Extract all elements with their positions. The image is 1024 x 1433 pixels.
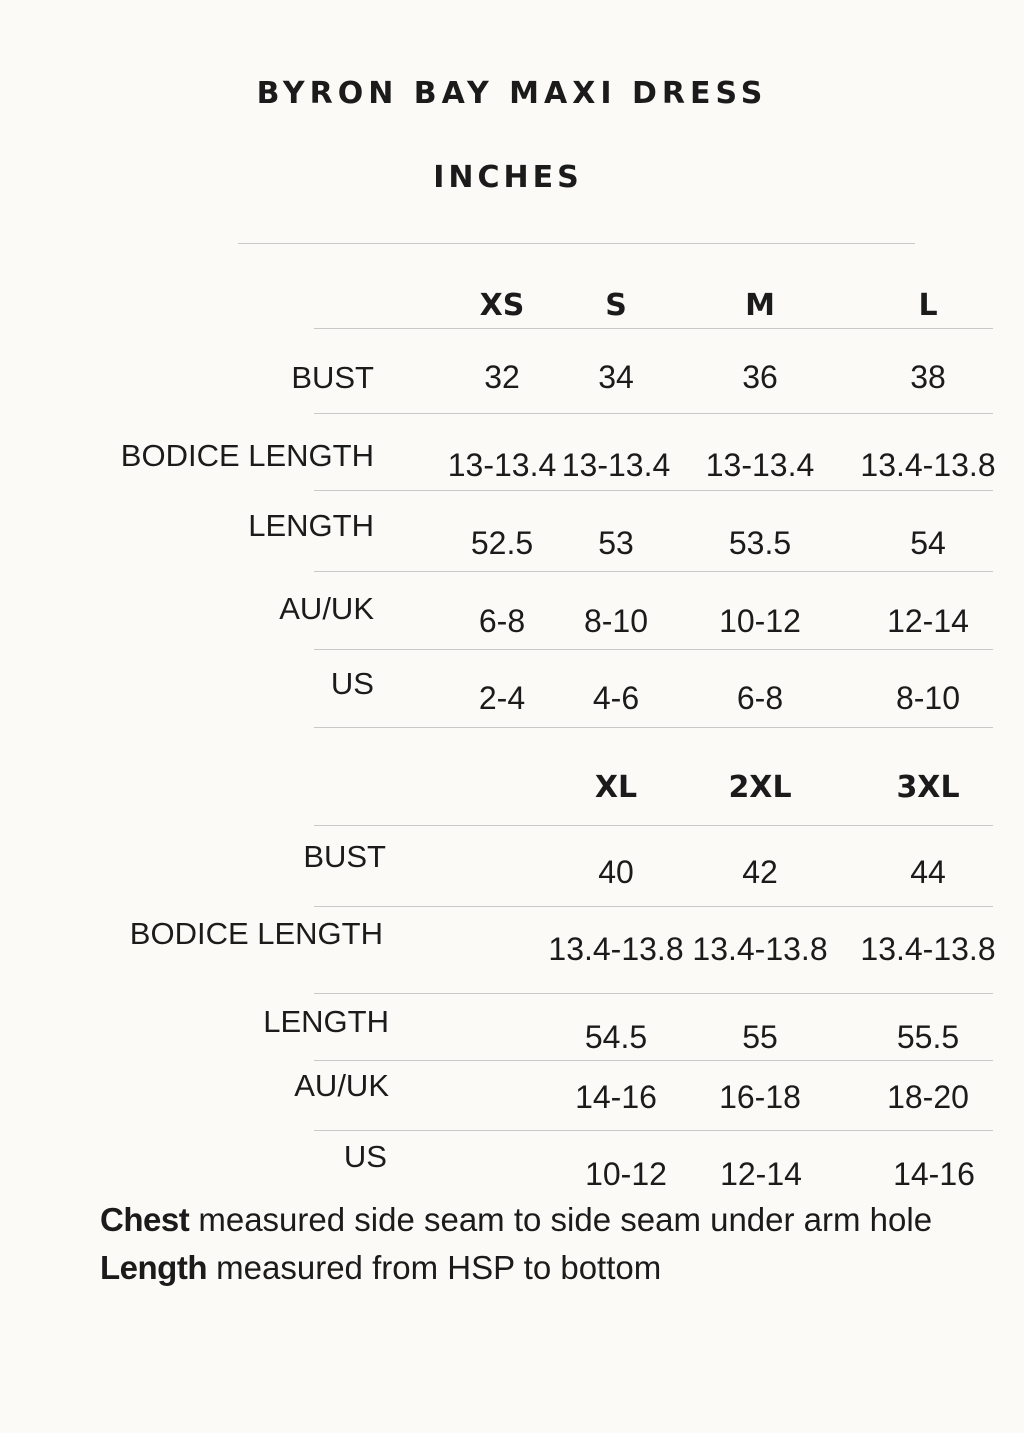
row-divider <box>314 649 993 650</box>
row-label-us: US <box>343 1139 387 1174</box>
measurement-notes <box>100 1196 980 1292</box>
row-label-bust: BUST <box>291 360 374 395</box>
unit-subtitle: INCHES <box>433 160 583 195</box>
table-cell: 53 <box>598 525 634 561</box>
table-cell: 32 <box>484 359 520 395</box>
table-cell: 40 <box>598 854 634 890</box>
divider <box>238 243 915 244</box>
row-divider <box>314 1130 993 1131</box>
row-divider <box>314 1060 993 1061</box>
row-label-bodice-length: BODICE LENGTH <box>120 438 374 473</box>
table-cell: 8-10 <box>895 680 961 716</box>
table-cell: 13-13.4 <box>447 447 557 483</box>
table-cell: 10-12 <box>585 1156 667 1192</box>
table-cell: 38 <box>910 359 946 395</box>
page-title: BYRON BAY MAXI DRESS <box>256 76 768 111</box>
table-cell: 36 <box>742 359 778 395</box>
table-cell: 13.4-13.8 <box>860 931 996 967</box>
row-label-bust: BUST <box>303 839 386 874</box>
row-divider <box>314 825 993 826</box>
table-cell: 13.4-13.8 <box>860 447 996 483</box>
length-term: Length <box>100 1249 207 1286</box>
chest-term: Chest <box>100 1201 190 1238</box>
table-cell: 53.5 <box>728 525 792 561</box>
row-divider <box>314 328 993 329</box>
size-header-xs: XS <box>479 288 525 323</box>
size-header-s: S <box>605 288 627 323</box>
table-cell: 12-14 <box>887 603 969 639</box>
row-label-au-uk: AU/UK <box>294 1068 389 1103</box>
table-cell: 54 <box>910 525 946 561</box>
row-divider <box>314 993 993 994</box>
table-cell: 42 <box>742 854 778 890</box>
row-label-au-uk: AU/UK <box>279 591 374 626</box>
table-cell: 18-20 <box>887 1079 969 1115</box>
row-divider <box>314 413 993 414</box>
row-label-bodice-length: BODICE LENGTH <box>129 916 383 951</box>
row-label-length: LENGTH <box>263 1004 389 1039</box>
row-label-length: LENGTH <box>248 508 374 543</box>
table-cell: 4-6 <box>592 680 640 716</box>
row-divider <box>314 571 993 572</box>
table-cell: 55 <box>742 1019 778 1055</box>
table-cell: 44 <box>910 854 946 890</box>
table-cell: 12-14 <box>720 1156 802 1192</box>
table-cell: 34 <box>598 359 634 395</box>
chest-note <box>100 1196 980 1244</box>
table-cell: 13.4-13.8 <box>548 931 684 967</box>
size-header-m: M <box>745 288 775 323</box>
table-cell: 13-13.4 <box>561 447 671 483</box>
table-cell: 6-8 <box>736 680 784 716</box>
table-cell: 6-8 <box>478 603 526 639</box>
table-cell: 13-13.4 <box>705 447 815 483</box>
size-header-3xl: 3XL <box>896 770 960 805</box>
row-label-us: US <box>330 666 374 701</box>
table-cell: 8-10 <box>583 603 649 639</box>
chest-description: measured side seam to side seam under arm hole <box>189 1201 933 1238</box>
table-cell: 10-12 <box>719 603 801 639</box>
table-cell: 55.5 <box>896 1019 960 1055</box>
table-cell: 2-4 <box>478 680 526 716</box>
row-divider <box>314 906 993 907</box>
size-header-2xl: 2XL <box>728 770 792 805</box>
table-cell: 13.4-13.8 <box>692 931 828 967</box>
table-cell: 14-16 <box>575 1079 657 1115</box>
length-description: measured from HSP to bottom <box>206 1249 662 1286</box>
table-cell: 16-18 <box>719 1079 801 1115</box>
table-cell: 54.5 <box>584 1019 648 1055</box>
size-header-l: L <box>918 288 938 323</box>
row-divider <box>314 727 993 728</box>
table-cell: 14-16 <box>893 1156 975 1192</box>
size-header-xl: XL <box>594 770 638 805</box>
row-divider <box>314 490 993 491</box>
table-cell: 52.5 <box>470 525 534 561</box>
length-note <box>100 1244 980 1292</box>
